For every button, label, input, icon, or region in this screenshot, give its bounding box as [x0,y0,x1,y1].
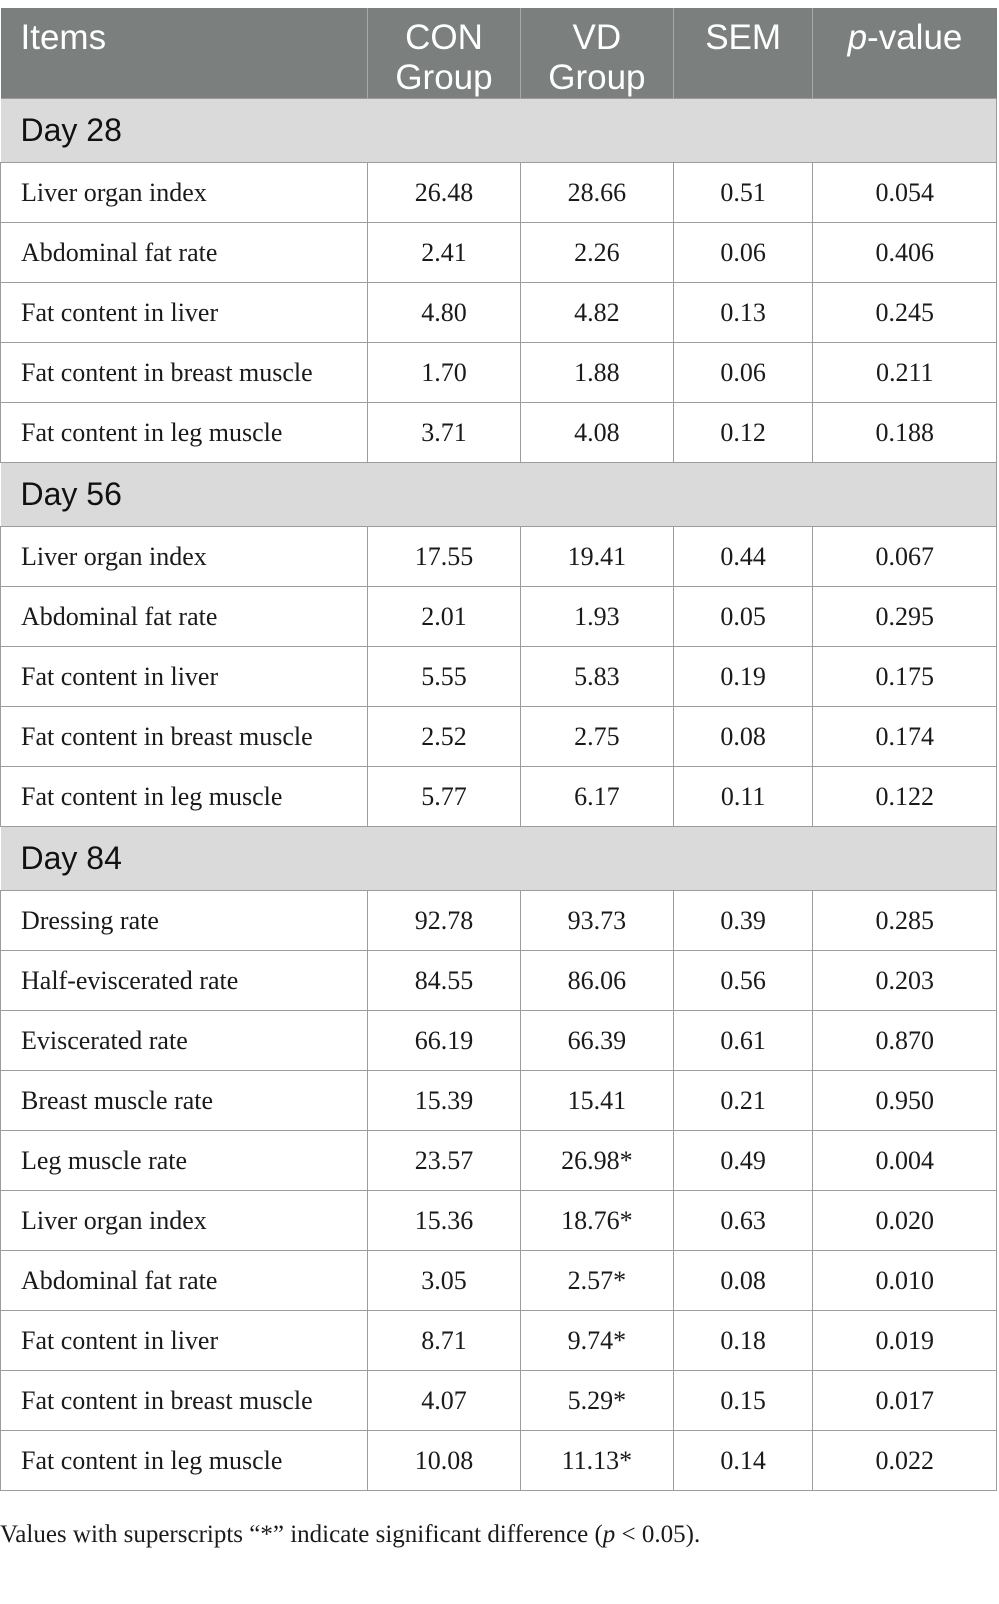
cell-sem: 0.56 [673,951,813,1011]
cell-con: 3.71 [368,403,521,463]
cell-sem: 0.49 [673,1131,813,1191]
cell-p-value: 0.067 [813,527,997,587]
cell-sem: 0.51 [673,163,813,223]
section-title: Day 56 [1,463,997,527]
cell-vd: 6.17 [520,767,673,827]
cell-vd: 86.06 [520,951,673,1011]
cell-vd: 26.98* [520,1131,673,1191]
cell-vd: 2.57* [520,1251,673,1311]
cell-con: 4.80 [368,283,521,343]
cell-p-value: 0.122 [813,767,997,827]
table-row [1,163,997,223]
cell-item: Abdominal fat rate [1,587,368,647]
cell-item: Breast muscle rate [1,1071,368,1131]
cell-item: Fat content in breast muscle [1,707,368,767]
cell-vd: 11.13* [520,1431,673,1491]
cell-con: 5.77 [368,767,521,827]
cell-sem: 0.06 [673,223,813,283]
cell-sem: 0.11 [673,767,813,827]
table-row [1,1251,997,1311]
cell-vd: 4.08 [520,403,673,463]
cell-sem: 0.13 [673,283,813,343]
cell-p-value: 0.004 [813,1131,997,1191]
header-sem: SEM [673,8,813,99]
table-body [1,99,997,1491]
cell-sem: 0.15 [673,1371,813,1431]
cell-con: 2.01 [368,587,521,647]
table-row [1,223,997,283]
cell-vd: 66.39 [520,1011,673,1071]
cell-item: Fat content in leg muscle [1,1431,368,1491]
cell-p-value: 0.019 [813,1311,997,1371]
cell-p-value: 0.017 [813,1371,997,1431]
cell-p-value: 0.870 [813,1011,997,1071]
cell-con: 15.36 [368,1191,521,1251]
cell-vd: 1.88 [520,343,673,403]
cell-item: Liver organ index [1,527,368,587]
header-con-group: CON Group [368,8,521,99]
cell-item: Liver organ index [1,163,368,223]
cell-sem: 0.18 [673,1311,813,1371]
cell-p-value: 0.188 [813,403,997,463]
cell-vd: 28.66 [520,163,673,223]
cell-item: Dressing rate [1,891,368,951]
cell-sem: 0.14 [673,1431,813,1491]
cell-con: 3.05 [368,1251,521,1311]
cell-item: Liver organ index [1,1191,368,1251]
cell-vd: 2.75 [520,707,673,767]
cell-con: 5.55 [368,647,521,707]
cell-con: 8.71 [368,1311,521,1371]
table-row [1,1011,997,1071]
cell-p-value: 0.175 [813,647,997,707]
cell-p-value: 0.174 [813,707,997,767]
cell-con: 2.52 [368,707,521,767]
cell-p-value: 0.950 [813,1071,997,1131]
cell-sem: 0.19 [673,647,813,707]
cell-sem: 0.12 [673,403,813,463]
cell-vd: 15.41 [520,1071,673,1131]
cell-item: Fat content in liver [1,283,368,343]
table-row [1,767,997,827]
header-p-value: p-value [813,8,997,99]
table-row [1,1431,997,1491]
cell-sem: 0.05 [673,587,813,647]
table-row [1,1191,997,1251]
table-row [1,283,997,343]
cell-sem: 0.61 [673,1011,813,1071]
table-row [1,647,997,707]
table-row [1,1071,997,1131]
table-row [1,527,997,587]
cell-item: Fat content in leg muscle [1,403,368,463]
cell-p-value: 0.020 [813,1191,997,1251]
cell-item: Eviscerated rate [1,1011,368,1071]
table-row [1,951,997,1011]
cell-con: 1.70 [368,343,521,403]
cell-p-value: 0.295 [813,587,997,647]
cell-con: 66.19 [368,1011,521,1071]
cell-vd: 5.29* [520,1371,673,1431]
cell-vd: 18.76* [520,1191,673,1251]
cell-con: 26.48 [368,163,521,223]
cell-vd: 1.93 [520,587,673,647]
cell-vd: 2.26 [520,223,673,283]
cell-sem: 0.39 [673,891,813,951]
cell-item: Abdominal fat rate [1,223,368,283]
table-row [1,891,997,951]
cell-vd: 5.83 [520,647,673,707]
table-footnote: Values with superscripts “*” indicate significant difference (p < 0.05). [0,1521,701,1548]
cell-vd: 93.73 [520,891,673,951]
cell-vd: 9.74* [520,1311,673,1371]
table-header-row [1,8,997,99]
cell-p-value: 0.245 [813,283,997,343]
cell-sem: 0.08 [673,707,813,767]
section-row [1,99,997,163]
cell-sem: 0.21 [673,1071,813,1131]
cell-item: Half-eviscerated rate [1,951,368,1011]
table-row [1,343,997,403]
header-vd-group: VD Group [520,8,673,99]
cell-item: Leg muscle rate [1,1131,368,1191]
cell-sem: 0.44 [673,527,813,587]
cell-p-value: 0.406 [813,223,997,283]
section-title: Day 28 [1,99,997,163]
cell-item: Fat content in leg muscle [1,767,368,827]
cell-con: 15.39 [368,1071,521,1131]
cell-con: 10.08 [368,1431,521,1491]
cell-item: Fat content in breast muscle [1,343,368,403]
cell-p-value: 0.211 [813,343,997,403]
cell-sem: 0.08 [673,1251,813,1311]
cell-p-value: 0.010 [813,1251,997,1311]
cell-item: Fat content in liver [1,647,368,707]
cell-con: 23.57 [368,1131,521,1191]
section-row [1,463,997,527]
cell-p-value: 0.285 [813,891,997,951]
table-row [1,1311,997,1371]
cell-p-value: 0.054 [813,163,997,223]
cell-vd: 4.82 [520,283,673,343]
cell-item: Fat content in breast muscle [1,1371,368,1431]
table-row [1,1131,997,1191]
cell-con: 84.55 [368,951,521,1011]
cell-sem: 0.06 [673,343,813,403]
header-items: Items [1,8,368,99]
cell-con: 92.78 [368,891,521,951]
table-row [1,707,997,767]
cell-p-value: 0.203 [813,951,997,1011]
section-row [1,827,997,891]
table-row [1,1371,997,1431]
cell-con: 2.41 [368,223,521,283]
cell-item: Abdominal fat rate [1,1251,368,1311]
cell-item: Fat content in liver [1,1311,368,1371]
cell-sem: 0.63 [673,1191,813,1251]
cell-vd: 19.41 [520,527,673,587]
cell-p-value: 0.022 [813,1431,997,1491]
table-row [1,403,997,463]
cell-con: 17.55 [368,527,521,587]
table-row [1,587,997,647]
section-title: Day 84 [1,827,997,891]
cell-con: 4.07 [368,1371,521,1431]
results-table [0,8,997,1491]
